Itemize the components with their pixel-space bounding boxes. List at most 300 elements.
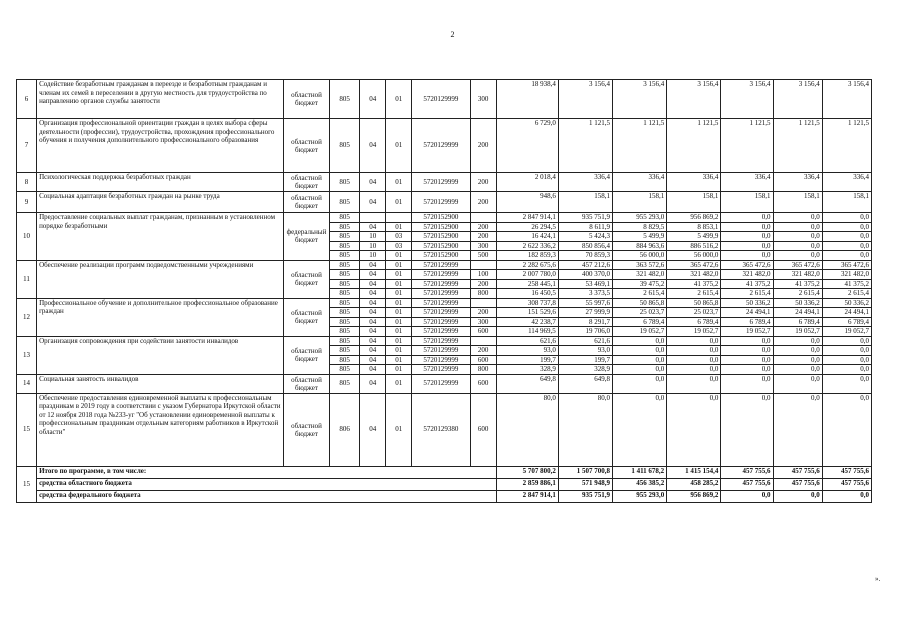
subsection-cell: 01 [386, 119, 412, 173]
amount-cell: 24 494,1 [773, 308, 822, 318]
subsection-cell: 01 [386, 317, 412, 327]
totals-label: средства федерального бюджета [37, 490, 497, 502]
amount-cell: 363 572,6 [613, 260, 667, 270]
amount-cell: 321 482,0 [667, 270, 721, 280]
total-amount-cell: 0,0 [773, 490, 822, 502]
amount-cell: 336,4 [822, 173, 871, 192]
table-row [17, 298, 872, 308]
amount-cell: 2 615,4 [822, 289, 871, 299]
target-article-cell: 5720129999 [412, 317, 470, 327]
amount-cell: 0,0 [613, 346, 667, 356]
total-amount-cell: 5 707 800,2 [496, 466, 558, 478]
amount-cell: 0,0 [667, 365, 721, 375]
amount-cell: 0,0 [721, 213, 773, 223]
amount-cell: 5 499,9 [667, 232, 721, 242]
amount-cell: 336,4 [558, 173, 612, 192]
amount-cell: 6 789,4 [667, 317, 721, 327]
amount-cell: 50 865,8 [667, 298, 721, 308]
subsection-cell: 01 [386, 260, 412, 270]
subsection-cell: 01 [386, 279, 412, 289]
total-amount-cell: 457 755,6 [822, 466, 871, 478]
amount-cell: 0,0 [822, 213, 871, 223]
amount-cell: 884 963,6 [613, 241, 667, 251]
row-number: 15 [17, 393, 37, 466]
expense-type-cell: 200 [470, 279, 496, 289]
gov-code-cell: 805 [330, 251, 360, 261]
amount-cell: 6 729,0 [496, 119, 558, 173]
amount-cell: 1 121,5 [721, 119, 773, 173]
expense-type-cell: 200 [470, 173, 496, 192]
subsection-cell: 01 [386, 393, 412, 466]
amount-cell: 26 294,5 [496, 222, 558, 232]
amount-cell: 0,0 [667, 374, 721, 393]
section-cell: 10 [360, 241, 386, 251]
row-description: Социальная занятость инвалидов [37, 374, 284, 393]
amount-cell: 935 751,9 [558, 213, 612, 223]
expense-type-cell [470, 260, 496, 270]
expense-type-cell: 500 [470, 251, 496, 261]
target-article-cell: 5720152900 [412, 232, 470, 242]
total-amount-cell: 935 751,9 [558, 490, 612, 502]
expense-type-cell: 800 [470, 289, 496, 299]
amount-cell: 19 052,7 [721, 327, 773, 337]
amount-cell: 6 789,4 [773, 317, 822, 327]
amount-cell: 56 000,0 [667, 251, 721, 261]
amount-cell: 1 121,5 [773, 119, 822, 173]
amount-cell: 0,0 [822, 346, 871, 356]
total-amount-cell: 458 285,2 [667, 478, 721, 490]
amount-cell: 5 424,3 [558, 232, 612, 242]
section-cell: 04 [360, 327, 386, 337]
subsection-cell: 01 [386, 327, 412, 337]
target-article-cell: 5720129999 [412, 173, 470, 192]
amount-cell: 158,1 [721, 192, 773, 213]
funding-source: областной бюджет [283, 336, 329, 374]
gov-code-cell: 805 [330, 355, 360, 365]
target-article-cell: 5720152900 [412, 251, 470, 261]
amount-cell: 2 007 780,0 [496, 270, 558, 280]
amount-cell: 0,0 [822, 374, 871, 393]
amount-cell: 0,0 [773, 365, 822, 375]
gov-code-cell: 805 [330, 213, 360, 223]
total-amount-cell: 1 415 154,4 [667, 466, 721, 478]
amount-cell: 0,0 [822, 222, 871, 232]
row-description: Психологическая поддержка безработных граждан [37, 173, 284, 192]
target-article-cell: 5720129999 [412, 270, 470, 280]
amount-cell: 19 706,0 [558, 327, 612, 337]
amount-cell: 956 869,2 [667, 213, 721, 223]
target-article-cell: 5720129999 [412, 308, 470, 318]
amount-cell: 336,4 [613, 173, 667, 192]
amount-cell: 41 375,2 [822, 279, 871, 289]
amount-cell: 0,0 [721, 241, 773, 251]
amount-cell: 3 156,4 [613, 80, 667, 119]
gov-code-cell: 806 [330, 393, 360, 466]
target-article-cell: 5720129380 [412, 393, 470, 466]
gov-code-cell: 805 [330, 119, 360, 173]
row-number: 6 [17, 80, 37, 119]
expense-type-cell [470, 298, 496, 308]
target-article-cell: 5720129999 [412, 327, 470, 337]
subsection-cell: 01 [386, 173, 412, 192]
section-cell: 04 [360, 260, 386, 270]
total-amount-cell: 457 755,6 [721, 466, 773, 478]
amount-cell: 3 156,4 [558, 80, 612, 119]
amount-cell: 948,6 [496, 192, 558, 213]
amount-cell: 0,0 [667, 346, 721, 356]
subsection-cell: 01 [386, 365, 412, 375]
amount-cell: 50 865,8 [613, 298, 667, 308]
gov-code-cell: 805 [330, 374, 360, 393]
amount-cell: 0,0 [721, 251, 773, 261]
amount-cell: 19 052,7 [667, 327, 721, 337]
expense-type-cell: 200 [470, 346, 496, 356]
section-cell: 04 [360, 80, 386, 119]
row-description: Обеспечение реализации программ подведомственными учреждениями [37, 260, 284, 298]
subsection-cell: 01 [386, 80, 412, 119]
amount-cell: 365 472,6 [773, 260, 822, 270]
section-cell: 04 [360, 173, 386, 192]
totals-label: Итого по программе, в том числе: [37, 466, 497, 478]
amount-cell: 365 472,6 [822, 260, 871, 270]
expense-type-cell: 200 [470, 222, 496, 232]
amount-cell: 158,1 [558, 192, 612, 213]
amount-cell: 649,8 [558, 374, 612, 393]
amount-cell: 199,7 [558, 355, 612, 365]
amount-cell: 158,1 [613, 192, 667, 213]
funding-source: федеральный бюджет [283, 213, 329, 261]
amount-cell: 50 336,2 [773, 298, 822, 308]
section-cell: 04 [360, 279, 386, 289]
gov-code-cell: 805 [330, 346, 360, 356]
subsection-cell: 01 [386, 270, 412, 280]
total-amount-cell: 955 293,0 [613, 490, 667, 502]
amount-cell: 0,0 [773, 232, 822, 242]
section-cell: 04 [360, 192, 386, 213]
expense-type-cell: 200 [470, 192, 496, 213]
row-description: Обеспечение предоставления единовременной выплаты к профессиональным праздникам в 2019 году в соответствии с указом Губернатора Иркутской области от 12 ноября 2018 года №233-уг "Об установлении единовременной выплаты к профессиональным праздникам отдельным категориям работников в Иркутской области" [37, 393, 284, 466]
amount-cell: 0,0 [667, 393, 721, 466]
gov-code-cell: 805 [330, 232, 360, 242]
amount-cell: 8 853,1 [667, 222, 721, 232]
amount-cell: 886 516,2 [667, 241, 721, 251]
amount-cell: 5 499,9 [613, 232, 667, 242]
amount-cell: 27 999,9 [558, 308, 612, 318]
amount-cell: 321 482,0 [822, 270, 871, 280]
gov-code-cell: 805 [330, 279, 360, 289]
funding-source: областной бюджет [283, 192, 329, 213]
gov-code-cell: 805 [330, 298, 360, 308]
amount-cell: 39 475,2 [613, 279, 667, 289]
table-row [17, 336, 872, 346]
table-row [17, 173, 872, 192]
total-amount-cell: 457 755,6 [773, 466, 822, 478]
subsection-cell: 01 [386, 289, 412, 299]
page-number: 2 [450, 30, 455, 39]
target-article-cell: 5720152900 [412, 222, 470, 232]
table-row [17, 213, 872, 223]
amount-cell: 2 615,4 [721, 289, 773, 299]
amount-cell: 80,0 [558, 393, 612, 466]
subsection-cell: 01 [386, 336, 412, 346]
amount-cell: 0,0 [822, 241, 871, 251]
target-article-cell: 5720129999 [412, 365, 470, 375]
amount-cell: 457 212,6 [558, 260, 612, 270]
row-number: 12 [17, 298, 37, 336]
row-number: 8 [17, 173, 37, 192]
amount-cell: 0,0 [773, 251, 822, 261]
totals-row [17, 490, 872, 502]
amount-cell: 365 472,6 [721, 260, 773, 270]
expense-type-cell: 600 [470, 355, 496, 365]
totals-label: средства областного бюджета [37, 478, 497, 490]
amount-cell: 6 789,4 [822, 317, 871, 327]
expense-type-cell: 200 [470, 308, 496, 318]
amount-cell: 2 018,4 [496, 173, 558, 192]
row-number: 15 [17, 466, 37, 502]
amount-cell: 0,0 [773, 222, 822, 232]
funding-source: областной бюджет [283, 119, 329, 173]
target-article-cell: 5720129999 [412, 279, 470, 289]
amount-cell: 41 375,2 [667, 279, 721, 289]
expense-type-cell: 100 [470, 270, 496, 280]
totals-row [17, 478, 872, 490]
amount-cell: 0,0 [822, 232, 871, 242]
amount-cell: 8 829,5 [613, 222, 667, 232]
row-description: Организация сопровождения при содействии занятости инвалидов [37, 336, 284, 374]
total-amount-cell: 457 755,6 [721, 478, 773, 490]
amount-cell: 50 336,2 [822, 298, 871, 308]
table-row [17, 80, 872, 119]
gov-code-cell: 805 [330, 241, 360, 251]
expense-type-cell: 300 [470, 241, 496, 251]
amount-cell: 0,0 [773, 355, 822, 365]
amount-cell: 1 121,5 [667, 119, 721, 173]
amount-cell: 25 023,7 [613, 308, 667, 318]
total-amount-cell: 1 507 700,8 [558, 466, 612, 478]
amount-cell: 3 373,5 [558, 289, 612, 299]
amount-cell: 0,0 [822, 365, 871, 375]
amount-cell: 1 121,5 [558, 119, 612, 173]
amount-cell: 0,0 [721, 355, 773, 365]
amount-cell: 41 375,2 [721, 279, 773, 289]
amount-cell: 2 615,4 [667, 289, 721, 299]
amount-cell: 0,0 [773, 213, 822, 223]
section-cell: 04 [360, 346, 386, 356]
expense-type-cell [470, 336, 496, 346]
amount-cell: 8 291,7 [558, 317, 612, 327]
row-description: Организация профессиональной ориентации граждан в целях выбора сферы деятельности (профессии), трудоустройства, прохождения профессионального обучения и получения дополнительного профессионального образования [37, 119, 284, 173]
total-amount-cell: 1 411 678,2 [613, 466, 667, 478]
target-article-cell: 5720129999 [412, 192, 470, 213]
gov-code-cell: 805 [330, 80, 360, 119]
row-number: 11 [17, 260, 37, 298]
subsection-cell: 01 [386, 192, 412, 213]
amount-cell: 70 859,3 [558, 251, 612, 261]
amount-cell: 151 529,6 [496, 308, 558, 318]
amount-cell: 0,0 [721, 222, 773, 232]
amount-cell: 0,0 [773, 336, 822, 346]
amount-cell: 0,0 [822, 355, 871, 365]
amount-cell: 0,0 [822, 393, 871, 466]
total-amount-cell: 0,0 [721, 490, 773, 502]
subsection-cell: 01 [386, 308, 412, 318]
amount-cell: 6 789,4 [721, 317, 773, 327]
amount-cell: 0,0 [773, 393, 822, 466]
total-amount-cell: 457 755,6 [822, 478, 871, 490]
total-amount-cell: 956 869,2 [667, 490, 721, 502]
table-row [17, 393, 872, 466]
amount-cell: 6 789,4 [613, 317, 667, 327]
subsection-cell: 01 [386, 251, 412, 261]
subsection-cell: 01 [386, 355, 412, 365]
amount-cell: 19 052,7 [773, 327, 822, 337]
amount-cell: 321 482,0 [613, 270, 667, 280]
amount-cell: 621,6 [558, 336, 612, 346]
amount-cell: 16 424,1 [496, 232, 558, 242]
amount-cell: 1 121,5 [822, 119, 871, 173]
target-article-cell: 5720129999 [412, 119, 470, 173]
expense-type-cell: 600 [470, 393, 496, 466]
gov-code-cell: 805 [330, 260, 360, 270]
amount-cell: 621,6 [496, 336, 558, 346]
amount-cell: 0,0 [613, 393, 667, 466]
amount-cell: 0,0 [613, 355, 667, 365]
target-article-cell: 5720129999 [412, 80, 470, 119]
amount-cell: 158,1 [667, 192, 721, 213]
amount-cell: 365 472,6 [667, 260, 721, 270]
budget-table [16, 79, 872, 503]
total-amount-cell: 0,0 [822, 490, 871, 502]
amount-cell: 93,0 [496, 346, 558, 356]
amount-cell: 2 847 914,1 [496, 213, 558, 223]
amount-cell: 42 238,7 [496, 317, 558, 327]
section-cell [360, 213, 386, 223]
total-amount-cell: 457 755,6 [773, 478, 822, 490]
target-article-cell: 5720152900 [412, 241, 470, 251]
row-description: Предоставление социальных выплат гражданам, признанным в установленном порядке безработными [37, 213, 284, 261]
total-amount-cell: 2 847 914,1 [496, 490, 558, 502]
section-cell: 04 [360, 393, 386, 466]
amount-cell: 16 450,5 [496, 289, 558, 299]
gov-code-cell: 805 [330, 308, 360, 318]
row-number: 13 [17, 336, 37, 374]
section-cell: 04 [360, 365, 386, 375]
gov-code-cell: 805 [330, 289, 360, 299]
amount-cell: 0,0 [721, 393, 773, 466]
amount-cell: 18 938,4 [496, 80, 558, 119]
totals-row [17, 466, 872, 478]
section-cell: 04 [360, 298, 386, 308]
amount-cell: 2 615,4 [613, 289, 667, 299]
trailing-mark: ». [875, 575, 881, 583]
section-cell: 04 [360, 374, 386, 393]
total-amount-cell: 2 859 886,1 [496, 478, 558, 490]
amount-cell: 19 052,7 [822, 327, 871, 337]
amount-cell: 0,0 [613, 365, 667, 375]
target-article-cell: 5720129999 [412, 336, 470, 346]
expense-type-cell: 600 [470, 327, 496, 337]
expense-type-cell: 600 [470, 374, 496, 393]
amount-cell: 2 615,4 [773, 289, 822, 299]
amount-cell: 3 156,4 [667, 80, 721, 119]
amount-cell: 0,0 [721, 336, 773, 346]
target-article-cell: 5720129999 [412, 355, 470, 365]
amount-cell: 3 156,4 [822, 80, 871, 119]
amount-cell: 321 482,0 [721, 270, 773, 280]
amount-cell: 955 293,0 [613, 213, 667, 223]
section-cell: 10 [360, 251, 386, 261]
row-number: 7 [17, 119, 37, 173]
amount-cell: 321 482,0 [773, 270, 822, 280]
section-cell: 04 [360, 222, 386, 232]
amount-cell: 328,9 [558, 365, 612, 375]
amount-cell: 25 023,7 [667, 308, 721, 318]
amount-cell: 50 336,2 [721, 298, 773, 308]
funding-source: областной бюджет [283, 260, 329, 298]
expense-type-cell: 300 [470, 317, 496, 327]
amount-cell: 0,0 [721, 232, 773, 242]
expense-type-cell: 200 [470, 119, 496, 173]
subsection-cell: 01 [386, 374, 412, 393]
section-cell: 04 [360, 289, 386, 299]
funding-source: областной бюджет [283, 393, 329, 466]
subsection-cell: 03 [386, 241, 412, 251]
amount-cell: 182 859,3 [496, 251, 558, 261]
section-cell: 10 [360, 232, 386, 242]
target-article-cell: 5720129999 [412, 289, 470, 299]
row-description: Содействие безработным гражданам в переезде и безработным гражданам и членам их семей в переселении в другую местность для трудоустройства по направлению органов службы занятости [37, 80, 284, 119]
amount-cell: 24 494,1 [721, 308, 773, 318]
amount-cell: 2 622 336,2 [496, 241, 558, 251]
subsection-cell: 03 [386, 232, 412, 242]
amount-cell: 80,0 [496, 393, 558, 466]
row-number: 9 [17, 192, 37, 213]
table-row [17, 374, 872, 393]
amount-cell: 114 969,5 [496, 327, 558, 337]
amount-cell: 0,0 [822, 251, 871, 261]
amount-cell: 258 445,1 [496, 279, 558, 289]
amount-cell: 0,0 [721, 346, 773, 356]
amount-cell: 24 494,1 [822, 308, 871, 318]
target-article-cell: 5720129999 [412, 346, 470, 356]
section-cell: 04 [360, 317, 386, 327]
funding-source: областной бюджет [283, 374, 329, 393]
total-amount-cell: 456 385,2 [613, 478, 667, 490]
expense-type-cell: 200 [470, 232, 496, 242]
table-row [17, 192, 872, 213]
section-cell: 04 [360, 119, 386, 173]
amount-cell: 8 611,9 [558, 222, 612, 232]
target-article-cell: 5720152900 [412, 213, 470, 223]
amount-cell: 0,0 [613, 374, 667, 393]
amount-cell: 400 370,0 [558, 270, 612, 280]
section-cell: 04 [360, 336, 386, 346]
amount-cell: 0,0 [721, 374, 773, 393]
funding-source: областной бюджет [283, 80, 329, 119]
section-cell: 04 [360, 355, 386, 365]
gov-code-cell: 805 [330, 336, 360, 346]
row-number: 14 [17, 374, 37, 393]
amount-cell: 53 469,1 [558, 279, 612, 289]
amount-cell: 0,0 [613, 336, 667, 346]
amount-cell: 336,4 [773, 173, 822, 192]
subsection-cell: 01 [386, 222, 412, 232]
gov-code-cell: 805 [330, 222, 360, 232]
gov-code-cell: 805 [330, 317, 360, 327]
amount-cell: 158,1 [822, 192, 871, 213]
amount-cell: 0,0 [667, 336, 721, 346]
